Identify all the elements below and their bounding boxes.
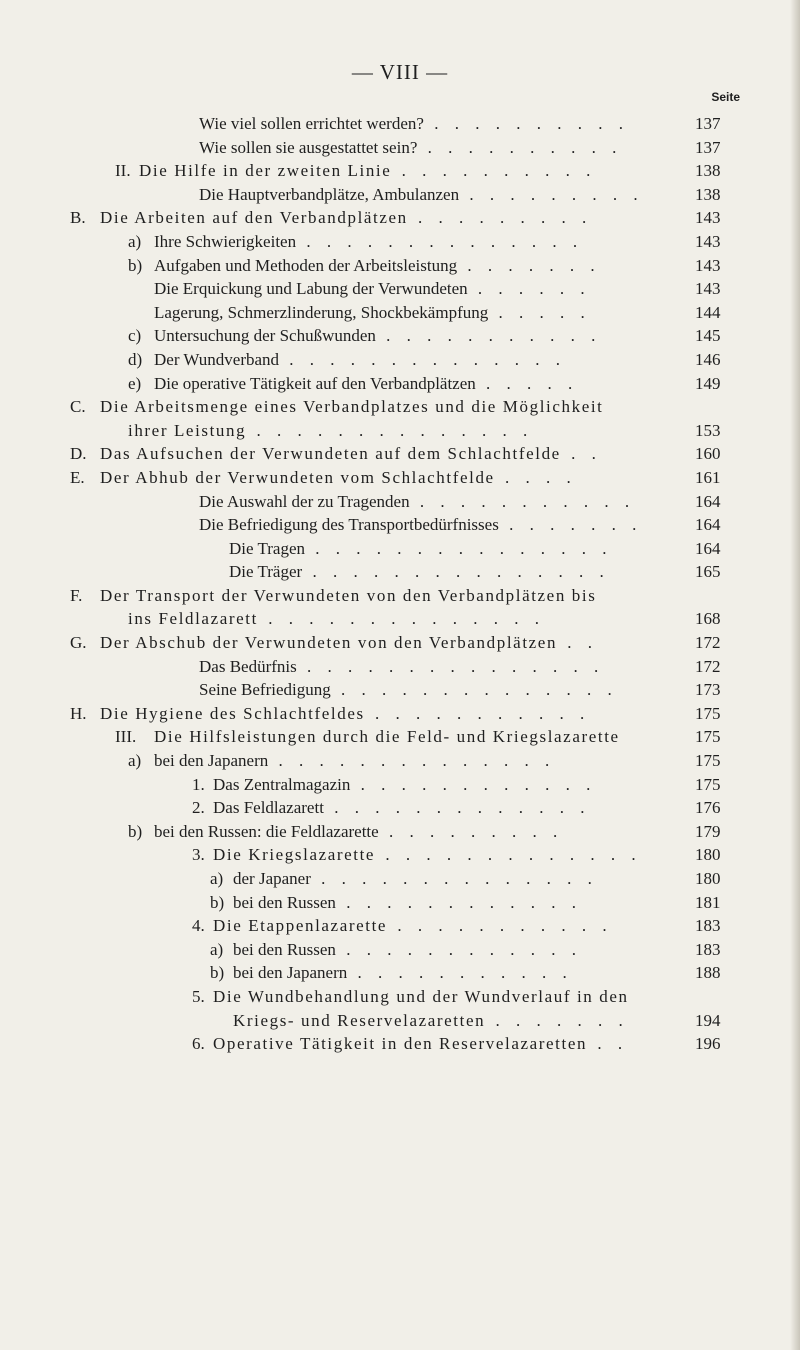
toc-entry: [0, 584, 800, 608]
entry-text: Ihre Schwierigkeiten . . . . . . . . . . . . . .: [154, 231, 584, 251]
toc-entry: [0, 725, 800, 749]
entry-page: 138: [695, 184, 721, 204]
entry-marker: b): [210, 892, 225, 912]
toc-entry: [0, 301, 800, 325]
entry-text: bei den Russen . . . . . . . . . . . .: [233, 892, 582, 912]
toc-entry: [0, 183, 800, 207]
entry-text: Der Abschub der Verwundeten von den Verbandplätzen . .: [100, 633, 599, 653]
toc-entry: [0, 961, 800, 985]
entry-text: Die Kriegslazarette . . . . . . . . . . . . .: [213, 845, 642, 865]
toc-entry: [0, 1009, 800, 1033]
entry-page: 137: [695, 137, 721, 157]
entry-text: Die Hygiene des Schlachtfeldes . . . . . . . . . . .: [100, 703, 591, 723]
toc-entry: [0, 537, 800, 561]
entry-page: 175: [695, 774, 721, 794]
entry-marker: b): [128, 255, 143, 275]
entry-marker: F.: [70, 585, 83, 605]
entry-marker: a): [128, 231, 142, 251]
toc-entry: [0, 230, 800, 254]
entry-text: Die Auswahl der zu Tragenden . . . . . . . . . . .: [199, 491, 636, 511]
entry-text: Aufgaben und Methoden der Arbeitsleistung . . . . . . .: [154, 255, 601, 275]
entry-text: bei den Russen: die Feldlazarette . . . . . . . . .: [154, 821, 564, 841]
entry-page: 172: [695, 656, 721, 676]
entry-marker: II.: [115, 161, 131, 181]
entry-text: der Japaner . . . . . . . . . . . . . .: [233, 869, 598, 888]
entry-text: Die Hauptverbandplätze, Ambulanzen . . . . . . . . .: [199, 184, 644, 204]
entry-page: 160: [695, 444, 721, 464]
toc-entry: [0, 749, 800, 773]
entry-text: Operative Tätigkeit in den Reservelazaretten . .: [213, 1034, 629, 1054]
entry-marker: D.: [70, 444, 87, 464]
entry-text: Die Arbeitsmenge eines Verbandplatzes und die Möglichkeit: [100, 397, 604, 417]
toc-entry: [0, 655, 800, 679]
toc-entry: [0, 206, 800, 230]
entry-marker: b): [128, 821, 143, 841]
entry-text: Die Tragen . . . . . . . . . . . . . . .: [229, 538, 613, 558]
toc-entry: [0, 466, 800, 490]
entry-page: 196: [695, 1034, 721, 1054]
entry-page: 176: [695, 798, 721, 818]
toc-entry: [0, 796, 800, 820]
entry-text: Kriegs- und Reservelazaretten . . . . . . .: [233, 1010, 629, 1030]
entry-text: bei den Japanern . . . . . . . . . . .: [233, 963, 573, 983]
entry-page: 164: [695, 515, 721, 535]
entry-text: Die Befriedigung des Transportbedürfnisses . . . . . . .: [199, 515, 643, 535]
toc-entry: [0, 702, 800, 726]
entry-page: 145: [695, 326, 721, 346]
entry-page: 143: [695, 255, 721, 275]
toc-entry: [0, 136, 800, 160]
entry-page: 175: [695, 727, 721, 747]
entry-text: Der Abhub der Verwundeten vom Schlachtfelde . . . .: [100, 467, 577, 487]
toc-entry: [0, 678, 800, 702]
entry-text: ins Feldlazarett . . . . . . . . . . . . . .: [128, 609, 545, 629]
toc-entry: [0, 254, 800, 278]
entry-text: Untersuchung der Schußwunden . . . . . . . . . . .: [154, 326, 602, 346]
toc-entry: [0, 773, 800, 797]
entry-page: 175: [695, 751, 721, 771]
entry-page: 143: [695, 208, 721, 228]
entry-page: 194: [695, 1010, 721, 1030]
entry-marker: 3.: [192, 845, 205, 865]
entry-marker: H.: [70, 703, 87, 723]
toc-entry: [0, 112, 800, 136]
entry-page: 161: [695, 467, 721, 487]
entry-page: 168: [695, 609, 721, 629]
entry-text: Das Feldlazarett . . . . . . . . . . . . .: [213, 798, 591, 818]
entry-marker: C.: [70, 397, 86, 417]
entry-text: Die Hilfe in der zweiten Linie . . . . . . . . . .: [139, 161, 597, 181]
entry-text: Wie sollen sie ausgestattet sein? . . . . . . . . . .: [199, 137, 623, 157]
entry-text: Die Träger . . . . . . . . . . . . . . .: [229, 562, 610, 582]
entry-text: Wie viel sollen errichtet werden? . . . . . . . . . .: [199, 114, 629, 133]
entry-text: Die operative Tätigkeit auf den Verbandplätzen . . . . .: [154, 373, 579, 393]
entry-text: Das Zentralmagazin . . . . . . . . . . . .: [213, 774, 597, 794]
toc-entry: [0, 419, 800, 443]
entry-marker: a): [210, 869, 224, 888]
toc-entry: [0, 395, 800, 419]
entry-marker: 1.: [192, 774, 205, 794]
entry-marker: a): [210, 939, 224, 959]
entry-text: Die Erquickung und Labung der Verwundeten . . . . . .: [154, 279, 591, 299]
toc-entry: [0, 891, 800, 915]
entry-page: 188: [695, 963, 721, 983]
entry-page: 165: [695, 562, 721, 582]
entry-page: 153: [695, 420, 721, 440]
toc-entry: [0, 985, 800, 1009]
entry-page: 183: [695, 939, 721, 959]
entry-page: 164: [695, 538, 721, 558]
entry-text: ihrer Leistung . . . . . . . . . . . . . .: [128, 420, 534, 440]
entry-page: 149: [695, 373, 721, 393]
entry-page: 183: [695, 916, 721, 936]
entry-marker: 6.: [192, 1034, 205, 1054]
entry-page: 164: [695, 491, 721, 511]
toc-entry: [0, 820, 800, 844]
toc-entry: [0, 631, 800, 655]
entry-text: bei den Japanern . . . . . . . . . . . . . .: [154, 751, 556, 771]
entry-marker: a): [128, 751, 142, 771]
seite-column-header: Seite: [711, 90, 740, 104]
entry-text: Der Transport der Verwundeten von den Verbandplätzen bis: [100, 585, 597, 605]
entry-marker: e): [128, 373, 142, 393]
toc-entry: [0, 513, 800, 537]
entry-page: 173: [695, 680, 721, 700]
entry-page: 146: [695, 349, 721, 369]
toc-entry: [0, 324, 800, 348]
entry-text: Der Wundverband . . . . . . . . . . . . . .: [154, 349, 567, 369]
entry-text: Die Etappenlazarette . . . . . . . . . . .: [213, 916, 613, 936]
table-of-contents: [0, 112, 800, 1056]
toc-entry: [0, 277, 800, 301]
entry-page: 180: [695, 869, 721, 888]
entry-marker: 2.: [192, 798, 205, 818]
entry-text: Das Bedürfnis . . . . . . . . . . . . . . .: [199, 656, 605, 676]
toc-entry: [0, 843, 800, 867]
toc-entry: [0, 607, 800, 631]
entry-page: 179: [695, 821, 721, 841]
toc-entry: [0, 490, 800, 514]
entry-page: 180: [695, 845, 721, 865]
entry-page: 144: [695, 302, 721, 322]
toc-entry: [0, 1032, 800, 1056]
entry-marker: d): [128, 349, 143, 369]
toc-entry: [0, 867, 800, 891]
entry-marker: G.: [70, 633, 87, 653]
entry-marker: E.: [70, 467, 85, 487]
entry-text: Die Arbeiten auf den Verbandplätzen . . . . . . . . .: [100, 208, 593, 228]
entry-page: 175: [695, 703, 721, 723]
entry-text: bei den Russen . . . . . . . . . . . .: [233, 939, 582, 959]
toc-entry: [0, 560, 800, 584]
entry-marker: b): [210, 963, 225, 983]
entry-page: 137: [695, 114, 721, 133]
entry-text: Die Hilfsleistungen durch die Feld- und Kriegslazarette: [154, 727, 620, 747]
entry-marker: 5.: [192, 986, 205, 1006]
entry-text: Das Aufsuchen der Verwundeten auf dem Schlachtfelde . .: [100, 444, 602, 464]
entry-page: 143: [695, 279, 721, 299]
entry-text: Die Wundbehandlung und der Wundverlauf in den: [213, 986, 629, 1006]
entry-text: Lagerung, Schmerzlinderung, Shockbekämpfung . . . . .: [154, 302, 591, 322]
entry-page: 143: [695, 231, 721, 251]
entry-page: 181: [695, 892, 721, 912]
toc-entry: [0, 372, 800, 396]
toc-entry: [0, 159, 800, 183]
toc-entry: [0, 348, 800, 372]
entry-marker: III.: [115, 727, 137, 747]
entry-text: Seine Befriedigung . . . . . . . . . . . . . .: [199, 680, 618, 700]
entry-marker: 4.: [192, 916, 205, 936]
entry-marker: B.: [70, 208, 86, 228]
toc-entry: [0, 938, 800, 962]
entry-page: 138: [695, 161, 721, 181]
toc-entry: [0, 442, 800, 466]
entry-page: 172: [695, 633, 721, 653]
entry-marker: c): [128, 326, 142, 346]
page-header: — VIII —: [351, 60, 449, 84]
toc-entry: [0, 914, 800, 938]
